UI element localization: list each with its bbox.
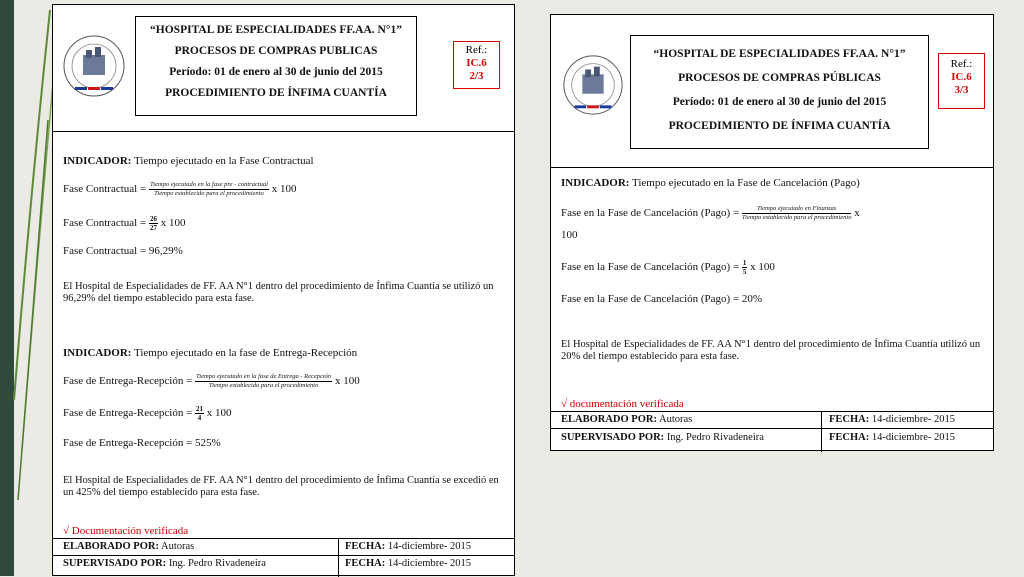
formula-result: Fase en la Fase de Cancelación (Pago) = 20%	[561, 293, 763, 305]
indicator-text: Tiempo ejecutado en la Fase de Cancelación (Pago)	[632, 177, 860, 189]
formula-fraction	[149, 181, 269, 198]
fraction-denominator: Tiempo establecido para el procedimiento	[741, 214, 852, 221]
formula-line	[63, 373, 502, 390]
indicator-text: Tiempo ejecutado en la fase de Entrega-Recepción	[134, 347, 358, 359]
formula-lhs: Fase en la Fase de Cancelación (Pago) =	[561, 207, 740, 220]
title-line-1: “HOSPITAL DE ESPECIALIDADES FF.AA. N°1”	[653, 48, 906, 60]
footer-row-supervisado	[53, 556, 514, 572]
conclusion-paragraph: El Hospital de Especialidades de FF. AA N°1 dentro del procedimiento de Ínfima Cuantía utilizó un 20% del tiempo establecido para esta fase.	[561, 339, 981, 362]
formula-line	[63, 215, 502, 232]
footer-row-supervisado	[551, 430, 993, 446]
formula-multiplier: x 100	[750, 261, 775, 274]
ref-code: IC.6	[466, 57, 487, 69]
formula-fraction	[149, 215, 158, 232]
title-line-3: Período: 01 de enero al 30 de junio del 2015	[672, 96, 887, 108]
fecha-label: FECHA:	[345, 541, 386, 552]
formula-multiplier: x 100	[206, 407, 232, 420]
fraction-denominator: Tiempo establecido para el procedimiento	[208, 382, 319, 389]
footer-divider	[821, 412, 822, 452]
formula-line	[63, 405, 502, 422]
indicator-label: INDICADOR:	[63, 347, 132, 359]
document-header	[551, 15, 993, 168]
verified-note: √ Documentación verificada	[63, 525, 189, 537]
formula-fraction	[195, 373, 332, 390]
footer-divider	[338, 539, 339, 577]
reference-box	[938, 53, 985, 109]
indicator-heading	[63, 155, 502, 167]
elaborado-label: ELABORADO POR:	[63, 541, 159, 552]
fraction-denominator: Tiempo establecido para el procedimiento	[154, 190, 264, 197]
formula-lhs: Fase Contractual =	[63, 183, 147, 196]
conclusion-paragraph: El Hospital de Especialidades de FF. AA N°1 dentro del procedimiento de Ínfima Cuantía se utilizó un 96,29% del tiempo establecido para esta fase.	[63, 281, 494, 304]
signature-footer	[551, 411, 993, 452]
formula-continuation: 100	[561, 229, 578, 241]
conclusion-paragraph: El Hospital de Especialidades de FF. AA N°1 dentro del procedimiento de Ínfima Cuantía se excedió en un 425% del tiempo establecido para esta fase.	[63, 475, 499, 498]
fraction-denominator: 27	[149, 224, 157, 232]
indicator-label: INDICADOR:	[561, 177, 630, 189]
title-line-2: PROCESOS DE COMPRAS PÚBLICAS	[678, 72, 881, 84]
document-page-2-of-3	[52, 4, 515, 576]
formula-result: Fase Contractual = 96,29%	[63, 245, 183, 257]
decorative-leaf-lines	[0, 0, 60, 576]
supervisado-label: SUPERVISADO POR:	[63, 558, 167, 569]
document-page-3-of-3	[550, 14, 994, 451]
fraction-denominator: 5	[742, 268, 747, 276]
fecha-value: 14-diciembre- 2015	[871, 432, 955, 443]
indicator-text: Tiempo ejecutado en la Fase Contractual	[134, 155, 314, 167]
formula-multiplier: x 100	[271, 183, 297, 196]
formula-lhs: Fase de Entrega-Recepción =	[63, 407, 193, 420]
supervisado-value: Ing. Pedro Rivadeneira	[168, 558, 266, 569]
formula-multiplier: x 100	[334, 375, 360, 388]
indicator-label: INDICADOR:	[63, 155, 132, 167]
fraction-numerator: Tiempo ejecutado en Finanzas	[742, 205, 852, 214]
footer-row-elaborado	[53, 539, 514, 556]
formula-lhs: Fase Contractual =	[63, 217, 147, 230]
title-line-1: “HOSPITAL DE ESPECIALIDADES FF.AA. N°1”	[150, 24, 402, 36]
footer-row-elaborado	[551, 412, 993, 429]
fraction-numerator: 21	[196, 405, 204, 413]
title-line-4: PROCEDIMIENTO DE ÍNFIMA CUANTÍA	[165, 87, 387, 99]
supervisado-label: SUPERVISADO POR:	[561, 432, 665, 443]
elaborado-label: ELABORADO POR:	[561, 414, 657, 425]
hospital-seal-icon	[561, 45, 625, 125]
fraction-numerator: Tiempo ejecutado en la fase pre - contractual	[149, 181, 268, 188]
title-line-2: PROCESOS DE COMPRAS PUBLICAS	[174, 45, 378, 57]
formula-lhs: Fase de Entrega-Recepción =	[63, 375, 193, 388]
supervisado-value: Ing. Pedro Rivadeneira	[666, 432, 764, 443]
elaborado-value: Autoras	[659, 414, 693, 425]
ref-label: Ref.:	[465, 44, 488, 56]
fecha-value: 14-diciembre- 2015	[871, 414, 955, 425]
formula-fraction	[195, 405, 204, 422]
formula-line	[561, 259, 981, 276]
fraction-numerator: Tiempo ejecutado en la fase de Entrega - Recepción	[196, 373, 332, 380]
fecha-value: 14-diciembre- 2015	[387, 558, 471, 569]
document-title-box	[135, 16, 417, 116]
ref-page: 3/3	[954, 84, 969, 96]
title-line-3: Período: 01 de enero al 30 de junio del 2015	[169, 66, 383, 78]
reference-box	[453, 41, 500, 89]
fecha-label: FECHA:	[829, 414, 870, 425]
formula-lhs: Fase en la Fase de Cancelación (Pago) =	[561, 261, 740, 274]
formula-line	[63, 181, 502, 198]
fecha-label: FECHA:	[829, 432, 870, 443]
formula-fraction	[742, 205, 852, 222]
ref-code: IC.6	[951, 71, 972, 83]
fecha-label: FECHA:	[345, 558, 386, 569]
formula-result: Fase de Entrega-Recepción = 525%	[63, 437, 221, 449]
formula-fraction	[742, 259, 748, 276]
formula-line	[561, 205, 981, 222]
signature-footer	[53, 538, 514, 577]
verified-note: √ documentación verificada	[561, 398, 684, 410]
document-title-box	[630, 35, 929, 149]
formula-multiplier: x 100	[160, 217, 186, 230]
document-header	[53, 5, 514, 132]
fraction-numerator: 26	[149, 215, 157, 223]
fraction-denominator: 4	[197, 414, 202, 422]
indicator-heading	[561, 177, 981, 189]
elaborado-value: Autoras	[161, 541, 195, 552]
title-line-4: PROCEDIMIENTO DE ÍNFIMA CUANTÍA	[668, 120, 891, 132]
indicator-heading	[63, 347, 502, 359]
ref-page: 2/3	[469, 70, 484, 82]
hospital-seal-icon	[61, 25, 127, 107]
fecha-value: 14-diciembre- 2015	[387, 541, 471, 552]
fraction-numerator: 1	[742, 259, 747, 267]
formula-multiplier: x	[854, 207, 860, 220]
ref-label: Ref.:	[950, 58, 973, 70]
